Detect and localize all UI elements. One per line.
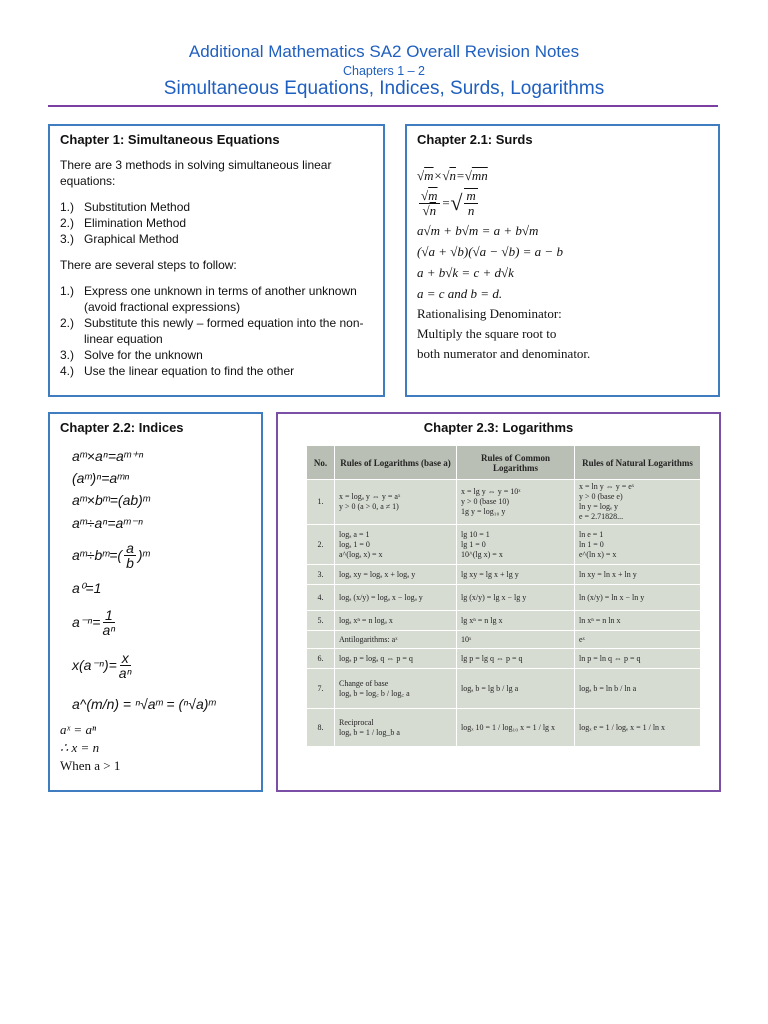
simultaneous-equations-box — [48, 124, 385, 397]
table-cell: 10ˣ — [457, 631, 575, 649]
page-title: Additional Mathematics SA2 Overall Revision Notes — [188, 42, 580, 61]
table-cell: lg xⁿ = n lg x — [457, 611, 575, 631]
table-row — [307, 480, 701, 525]
steps-intro: There are several steps to follow: — [60, 258, 237, 272]
table-cell-number: 7. — [307, 669, 335, 709]
table-cell: logₓ e = 1 / logₑ x = 1 / ln x — [575, 709, 701, 747]
sim-intro: There are 3 methods in solving simultaneous linear equations: — [60, 158, 332, 188]
methods-list — [60, 199, 373, 247]
table-cell: logₐ xⁿ = n logₐ x — [335, 611, 457, 631]
table-cell: ln xⁿ = n ln x — [575, 611, 701, 631]
table-cell-number: 6. — [307, 649, 335, 669]
table-cell: lg (x/y) = lg x − lg y — [457, 585, 575, 611]
surd-equality-result: a = c and b = d. — [417, 285, 503, 301]
table-cell: logₐ a = 1 logₐ 1 = 0 a^(logₐ x) = x — [335, 525, 457, 565]
column-header: Rules of Common Logarithms — [457, 446, 575, 480]
surd-product-rule: √ m × √ n = √ mn — [417, 167, 488, 183]
index-law-product: aᵐ×aⁿ=aᵐ⁺ⁿ — [72, 447, 144, 464]
surd-addition-rule: a√m + b√m = a + b√m — [417, 222, 539, 238]
index-law-negative: a⁻ⁿ= $\frac{1}{\text{aⁿ}}$ — [72, 606, 116, 638]
table-cell: ln xy = ln x + ln y — [575, 565, 701, 585]
table-row — [307, 525, 701, 565]
table-row — [307, 631, 701, 649]
list-item: 2.) Elimination Method — [60, 216, 187, 230]
table-row — [307, 669, 701, 709]
table-cell: x = lg y ⇔ y = 10ˣ y > 0 (base 10) 1g y = log₁₀ y — [457, 480, 575, 525]
table-cell: logₐ p = logₐ q ⇔ p = q — [335, 649, 457, 669]
rationalising-note-2: Multiply the square root to — [417, 326, 557, 341]
index-law-same-power: aᵐ×bᵐ=(ab)ᵐ — [72, 492, 150, 508]
sim-heading: Chapter 1: Simultaneous Equations — [60, 132, 280, 147]
chapters-subheading: Chapters 1 – 2 — [343, 64, 425, 78]
indices-heading: Chapter 2.2: Indices — [60, 420, 184, 435]
table-cell: logₐ b = ln b / ln a — [575, 669, 701, 709]
table-cell: Reciprocal logₐ b = 1 / log_b a — [335, 709, 457, 747]
list-item: 4.) Use the linear equation to find the other — [60, 364, 295, 378]
list-item: 3.) Graphical Method — [60, 232, 179, 246]
list-item: 1.) Substitution Method — [60, 200, 191, 214]
table-cell: eˣ — [575, 631, 701, 649]
index-equation-result: ∴ x = n — [60, 740, 100, 755]
table-cell-number: 5. — [307, 611, 335, 631]
rationalising-note-3: both numerator and denominator. — [417, 346, 591, 361]
table-row — [307, 611, 701, 631]
index-law-zero: a⁰=1 — [72, 579, 102, 596]
table-row — [307, 649, 701, 669]
index-condition: When a > 1 — [60, 758, 121, 773]
index-law-quotient: aᵐ÷aⁿ=aᵐ⁻ⁿ — [72, 514, 143, 531]
column-header: Rules of Logarithms (base a) — [335, 446, 457, 480]
steps-list — [60, 283, 373, 379]
table-cell: ln p = ln q ⇔ p = q — [575, 649, 701, 669]
table-cell: ln e = 1 ln 1 = 0 e^(ln x) = x — [575, 525, 701, 565]
list-item: 2.) Substitute this newly – formed equation into the non-linear equation — [60, 316, 364, 346]
surd-conjugate-rule: (√a + √b)(√a − √b) = a − b — [417, 243, 563, 259]
page-subtitle: Simultaneous Equations, Indices, Surds, Logarithms — [163, 78, 605, 99]
table-cell: ln (x/y) = ln x − ln y — [575, 585, 701, 611]
table-cell: logₐ (x/y) = logₐ x − logₐ y — [335, 585, 457, 611]
surds-heading: Chapter 2.1: Surds — [417, 132, 533, 147]
table-cell-number: 4. — [307, 585, 335, 611]
table-cell: lg xy = lg x + lg y — [457, 565, 575, 585]
surds-box — [405, 124, 720, 397]
header-divider — [48, 105, 718, 107]
logarithm-rules-table — [306, 445, 701, 747]
table-cell: logₐ b = lg b / lg a — [457, 669, 575, 709]
table-cell: x = ln y ⇔ y = eˣ y > 0 (base e) ln y = logₑ y e = 2.71828... — [575, 480, 701, 525]
index-equation: aˣ = aⁿ — [60, 722, 97, 737]
table-cell: logₓ 10 = 1 / log₁₀ x = 1 / lg x — [457, 709, 575, 747]
surd-quotient-rule: $\frac{√m}{√n}$ = √ m n — [421, 187, 476, 218]
column-header: No. — [307, 446, 335, 480]
table-row — [307, 565, 701, 585]
table-cell: lg 10 = 1 lg 1 = 0 10^(lg x) = x — [457, 525, 575, 565]
index-law-negative-coeff: x(a⁻ⁿ)= $\frac{x}{\text{aⁿ}}$ — [72, 649, 132, 681]
rationalising-note-1: Rationalising Denominator: — [417, 306, 562, 321]
table-cell-number: 1. — [307, 480, 335, 525]
table-cell-number: 3. — [307, 565, 335, 585]
list-item: 3.) Solve for the unknown — [60, 348, 203, 362]
column-header: Rules of Natural Logarithms — [575, 446, 701, 480]
indices-box — [48, 412, 263, 792]
table-cell-number — [307, 631, 335, 649]
table-cell: x = logₐ y ⇔ y = aˣ y > 0 (a > 0, a ≠ 1) — [335, 480, 457, 525]
table-cell: Change of base logₐ b = log꜀ b / log꜀ a — [335, 669, 457, 709]
table-cell: logₐ xy = logₐ x + logₐ y — [335, 565, 457, 585]
table-cell-number: 8. — [307, 709, 335, 747]
index-law-fractional: a^(m/n) = ⁿ√aᵐ = (ⁿ√a)ᵐ — [72, 696, 216, 712]
table-row — [307, 709, 701, 747]
table-row — [307, 585, 701, 611]
list-item: 1.) Express one unknown in terms of another unknown (avoid fractional expressions) — [60, 284, 357, 314]
table-cell: Antilogarithms: aˣ — [335, 631, 457, 649]
table-header-row — [307, 446, 701, 480]
index-law-power: (aᵐ)ⁿ=aᵐⁿ — [72, 470, 130, 486]
logarithms-heading: Chapter 2.3: Logarithms — [423, 420, 574, 435]
index-law-quotient-same-power: aᵐ÷bᵐ=( a b )ᵐ — [72, 539, 150, 571]
table-cell: lg p = lg q ⇔ p = q — [457, 649, 575, 669]
surd-equality-rule: a + b√k = c + d√k — [417, 264, 514, 280]
table-cell-number: 2. — [307, 525, 335, 565]
logarithms-box — [276, 412, 721, 792]
